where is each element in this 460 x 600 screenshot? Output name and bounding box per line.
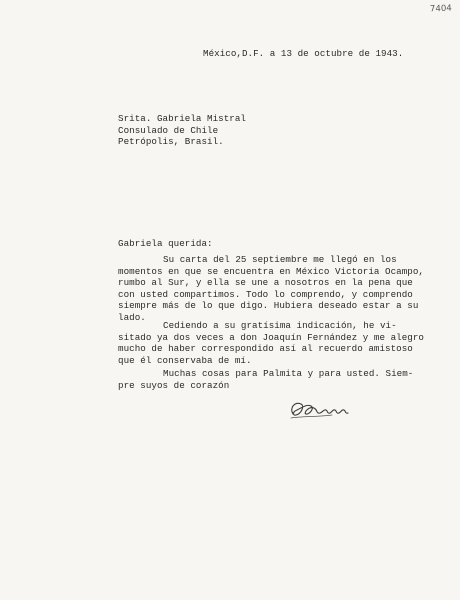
date-line: México,D.F. a 13 de octubre de 1943. [203,48,404,59]
paragraph-line: con usted compartimos. Todo lo comprendo, y comprendo [118,288,413,300]
paragraph-line: siempre más de lo que digo. Hubiera deseado estar a su [118,300,419,311]
recipient-address [118,113,246,148]
paragraph-line: momentos en que se encuentra en México Victoria Ocampo, [118,265,424,277]
recipient-city: Petrópolis, Brasil. [118,136,224,147]
paragraph-line: que él conservaba de mí. [118,354,252,366]
paragraph-line: Su carta del 25 septiembre me llegó en los [163,254,397,265]
recipient-name: Srita. Gabriela Mistral [118,113,246,124]
handwritten-signature [287,398,357,422]
paragraph-line: mucho de haber correspondido así al recuerdo amistoso [118,343,413,354]
paragraph-line: rumbo al Sur, y ella se une a nosotros en la pena que [118,277,413,288]
paragraph-line: Muchas cosas para Palmita y para usted. Siem- [163,368,414,379]
paragraph-line: pre suyos de corazón [118,379,230,391]
recipient-office: Consulado de Chile [118,124,219,136]
archive-number: 7404 [429,3,453,15]
paragraph-line: sitado ya dos veces a don Joaquín Fernández y me alegro [118,331,424,343]
paragraph-line: lado. [118,311,146,323]
paragraph-3 [118,368,414,391]
salutation: Gabriela querida: [118,238,213,249]
paragraph-1 [118,254,424,323]
paragraph-2 [118,320,424,366]
paragraph-line: Cediendo a su gratísima indicación, he vi- [163,320,397,331]
